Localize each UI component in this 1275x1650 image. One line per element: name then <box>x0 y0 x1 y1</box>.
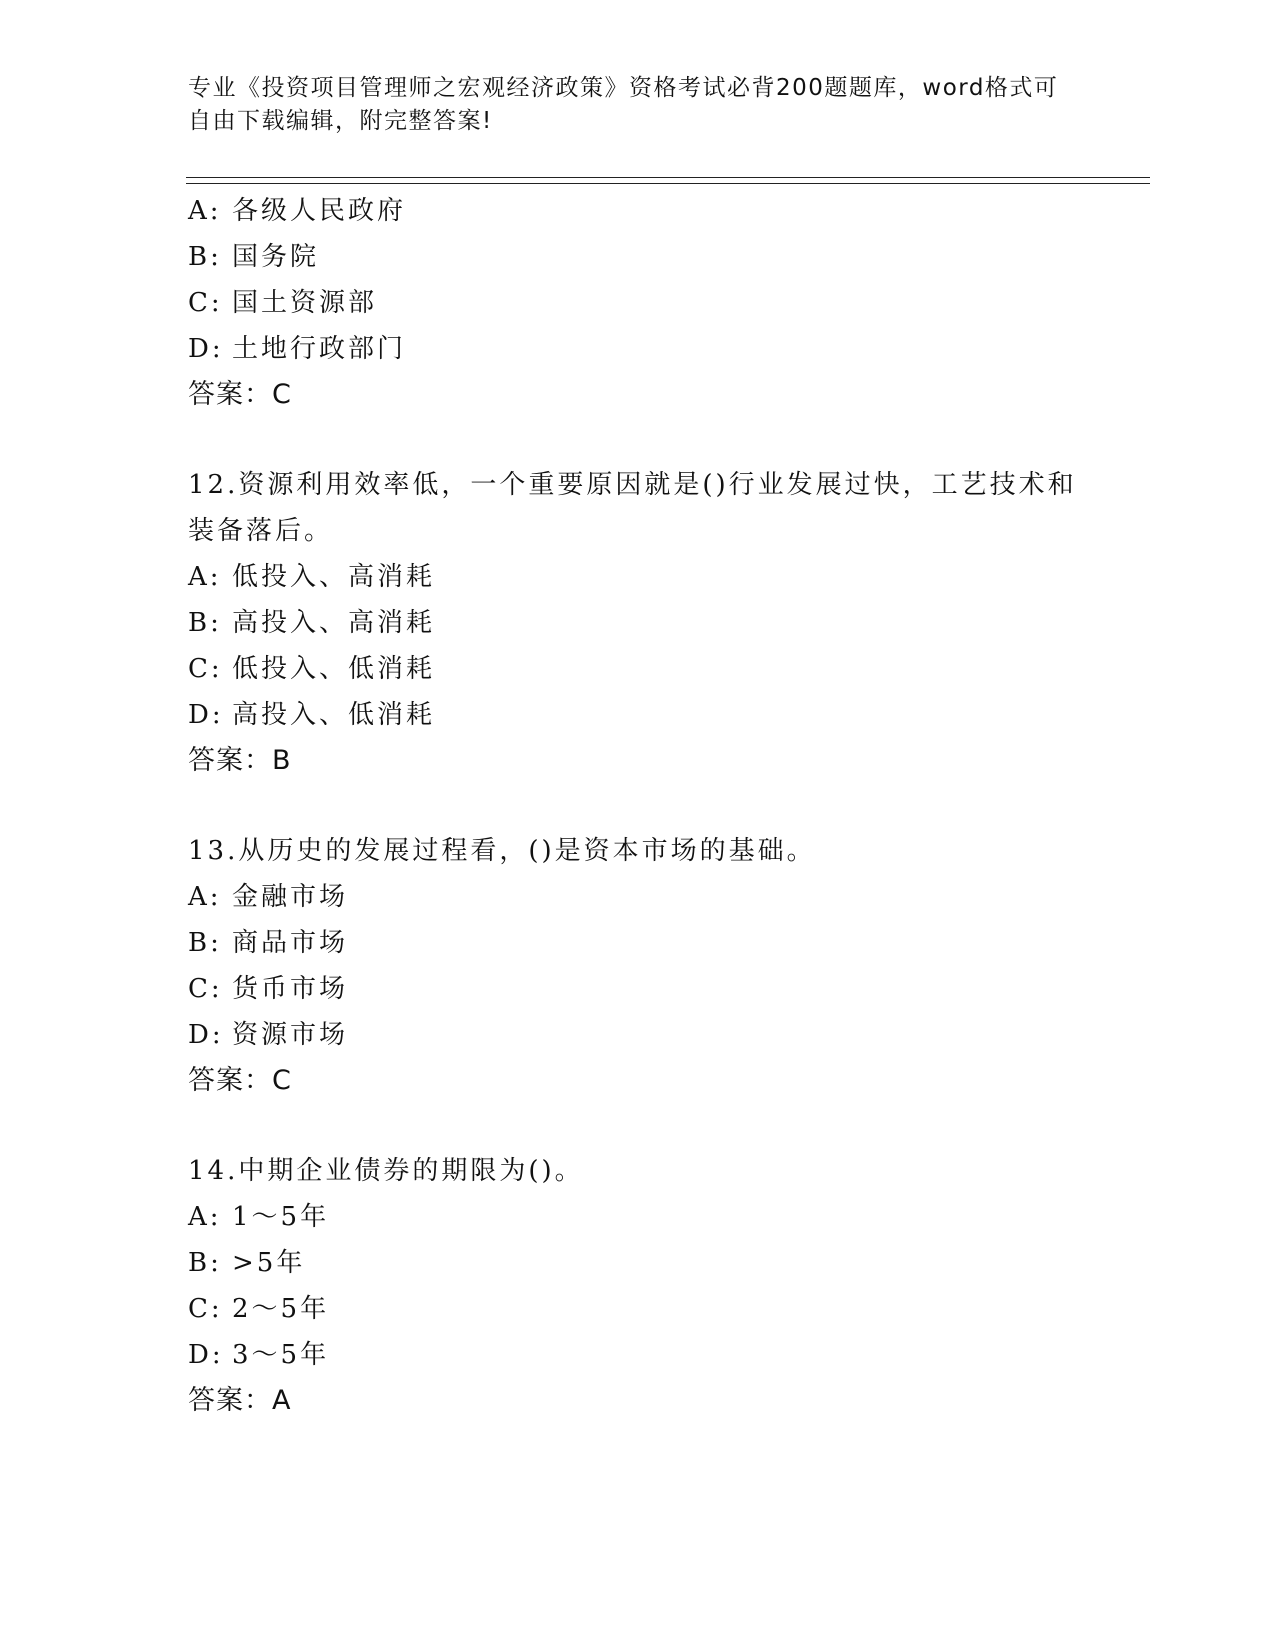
option-c: C: 低投入、低消耗 <box>188 654 436 684</box>
answer-line: 答案：C <box>188 1065 292 1096</box>
answer-line: 答案：A <box>188 1385 292 1416</box>
option-b: B: >5年 <box>188 1248 306 1278</box>
option-d: D: 3～5年 <box>188 1340 330 1370</box>
document-header <box>188 72 1088 138</box>
question-text: 12.资源利用效率低，一个重要原因就是()行业发展过快，工艺技术和 <box>188 470 1077 500</box>
question-block-13 <box>188 828 1088 1104</box>
option-b: B: 商品市场 <box>188 928 349 958</box>
option-d: D: 高投入、低消耗 <box>188 700 436 730</box>
option-a: A: 各级人民政府 <box>188 196 407 226</box>
question-text: 14.中期企业债券的期限为()。 <box>188 1156 584 1186</box>
option-d: D: 资源市场 <box>188 1020 349 1050</box>
header-rule-bottom <box>186 183 1150 184</box>
option-c: C: 2～5年 <box>188 1294 330 1324</box>
option-c: C: 国土资源部 <box>188 288 378 318</box>
option-a: A: 低投入、高消耗 <box>188 562 436 592</box>
answer-line: 答案：B <box>188 745 292 776</box>
question-block-14 <box>188 1148 1088 1424</box>
question-block-11 <box>188 188 1088 418</box>
option-a: A: 金融市场 <box>188 882 349 912</box>
header-line-2: 自由下载编辑，附完整答案! <box>188 108 493 134</box>
question-text: 13.从历史的发展过程看，()是资本市场的基础。 <box>188 836 816 866</box>
option-c: C: 货币市场 <box>188 974 349 1004</box>
question-list <box>188 188 1088 1424</box>
option-b: B: 高投入、高消耗 <box>188 608 436 638</box>
option-a: A: 1～5年 <box>188 1202 330 1232</box>
answer-line: 答案：C <box>188 379 292 410</box>
header-line-1: 专业《投资项目管理师之宏观经济政策》资格考试必背200题题库，word格式可 <box>188 75 1059 101</box>
option-b: B: 国务院 <box>188 242 320 272</box>
question-block-12 <box>188 462 1088 784</box>
header-rule-top <box>186 177 1150 178</box>
option-d: D: 土地行政部门 <box>188 334 407 364</box>
question-text-cont: 装备落后。 <box>188 516 334 546</box>
